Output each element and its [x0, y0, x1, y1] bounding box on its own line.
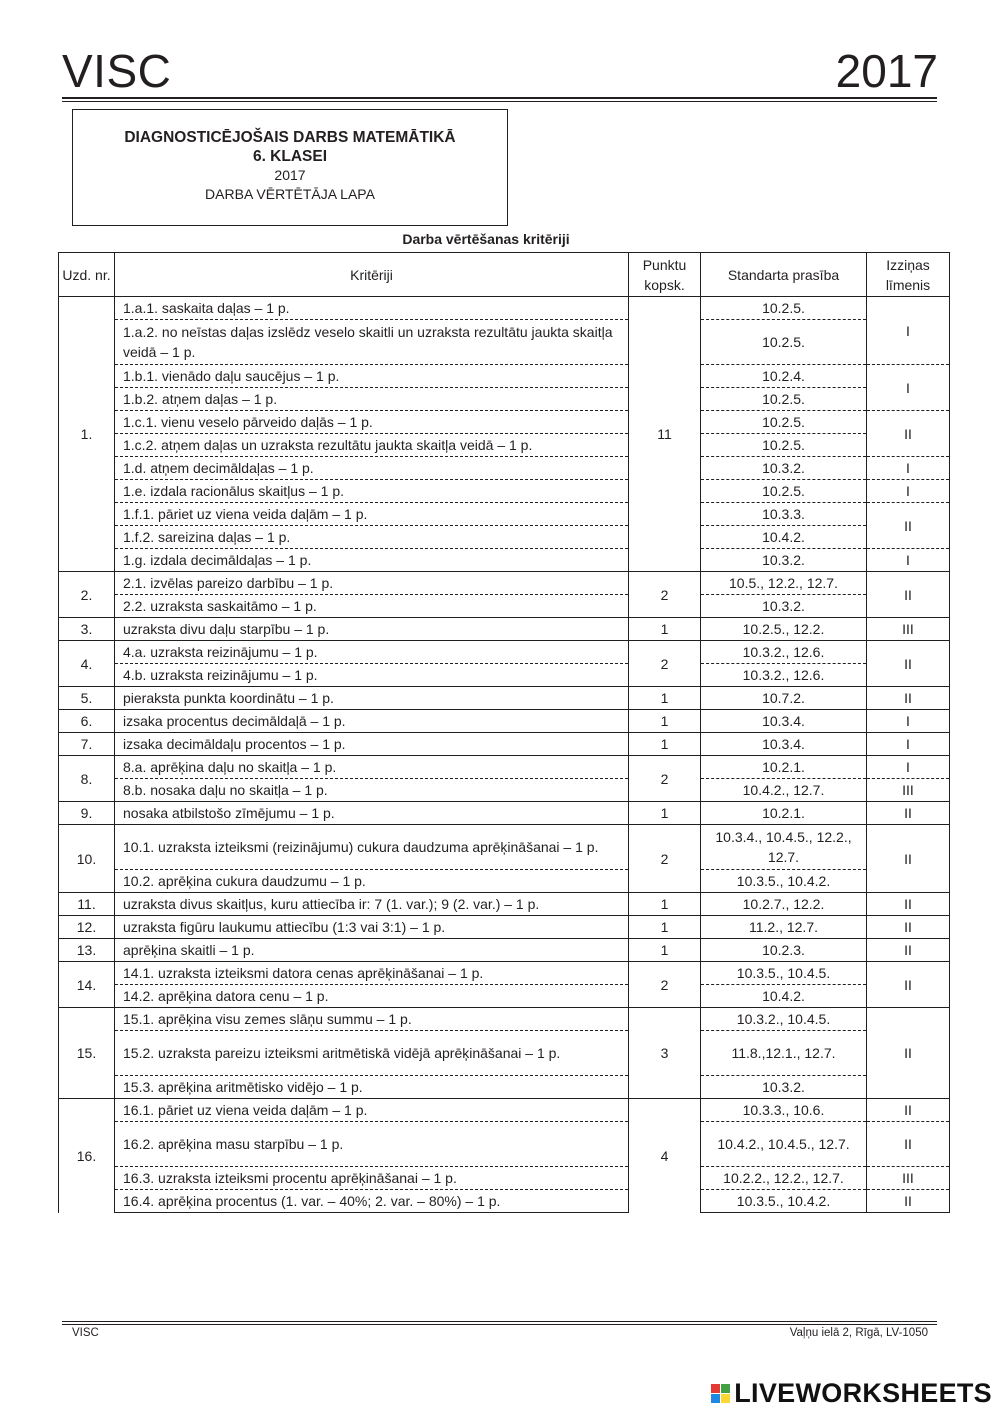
criterion-text: 1.c.1. vienu veselo pārveido daļās – 1 p. [115, 411, 629, 434]
table-row [59, 526, 950, 549]
standard-requirement: 10.3.5., 10.4.2. [701, 870, 867, 893]
footer-left: VISC [72, 1327, 99, 1339]
table-row [59, 962, 950, 985]
criterion-text: 15.2. uzraksta pareizu izteiksmi aritmētiskā vidējā aprēķināšanai – 1 p. [115, 1031, 629, 1076]
table-row [59, 733, 950, 756]
points-total: 2 [629, 756, 701, 802]
liveworksheets-logo [711, 1378, 992, 1409]
criterion-text: 1.e. izdala racionālus skaitļus – 1 p. [115, 480, 629, 503]
table-header-row [59, 253, 950, 297]
title-line-1: DIAGNOSTICĒJOŠAIS DARBS MATEMĀTIKĀ [124, 129, 456, 146]
table-row [59, 1190, 950, 1213]
cognitive-level: III [867, 779, 950, 802]
table-row [59, 1167, 950, 1190]
cognitive-level: II [867, 1099, 950, 1122]
criteria-table [58, 252, 950, 1213]
cognitive-level: II [867, 411, 950, 457]
task-number: 9. [59, 802, 115, 825]
cognitive-level: I [867, 457, 950, 480]
table-row [59, 297, 950, 320]
cognitive-level: III [867, 618, 950, 641]
title-line-4: DARBA VĒRTĒTĀJA LAPA [205, 186, 375, 202]
standard-requirement: 10.3.2. [701, 457, 867, 480]
task-number: 12. [59, 916, 115, 939]
table-row [59, 365, 950, 388]
cognitive-level: II [867, 802, 950, 825]
points-total: 1 [629, 939, 701, 962]
points-total: 1 [629, 687, 701, 710]
title-line-3: 2017 [274, 167, 306, 183]
criterion-text: 16.3. uzraksta izteiksmi procentu aprēķināšanai – 1 p. [115, 1167, 629, 1190]
col-header-points: Punktu kopsk. [629, 253, 701, 297]
points-total: 4 [629, 1099, 701, 1213]
criterion-text: 8.b. nosaka daļu no skaitļa – 1 p. [115, 779, 629, 802]
header-org: VISC [62, 45, 172, 97]
standard-requirement: 10.3.3., 10.6. [701, 1099, 867, 1122]
header-rule [62, 97, 937, 99]
table-row [59, 480, 950, 503]
task-number: 16. [59, 1099, 115, 1213]
header-year: 2017 [835, 45, 938, 97]
criterion-text: uzraksta divus skaitļus, kuru attiecība ir: 7 (1. var.); 9 (2. var.) – 1 p. [115, 893, 629, 916]
standard-requirement: 10.2.5. [701, 480, 867, 503]
table-caption: Darba vērtēšanas kritēriji [402, 231, 570, 247]
cognitive-level: II [867, 1122, 950, 1167]
cognitive-level: II [867, 939, 950, 962]
footer-right: Vaļņu ielā 2, Rīgā, LV-1050 [789, 1327, 928, 1339]
standard-requirement: 10.3.2., 10.4.5. [701, 1008, 867, 1031]
footer-rule-2 [62, 1324, 937, 1325]
table-row [59, 1122, 950, 1167]
task-number: 14. [59, 962, 115, 1008]
criterion-text: 8.a. aprēķina daļu no skaitļa – 1 p. [115, 756, 629, 779]
points-total: 2 [629, 825, 701, 893]
criterion-text: 1.b.2. atņem daļas – 1 p. [115, 388, 629, 411]
standard-requirement: 10.3.5., 10.4.2. [701, 1190, 867, 1213]
standard-requirement: 10.2.5. [701, 297, 867, 320]
criterion-text: 14.1. uzraksta izteiksmi datora cenas aprēķināšanai – 1 p. [115, 962, 629, 985]
col-header-nr: Uzd. nr. [59, 253, 115, 297]
cognitive-level: I [867, 549, 950, 572]
standard-requirement: 10.2.5. [701, 434, 867, 457]
cognitive-level: I [867, 365, 950, 411]
standard-requirement: 10.4.2. [701, 985, 867, 1008]
cognitive-level: II [867, 503, 950, 549]
criterion-text: 14.2. aprēķina datora cenu – 1 p. [115, 985, 629, 1008]
col-header-standard: Standarta prasība [701, 253, 867, 297]
cognitive-level: II [867, 825, 950, 893]
criterion-text: pieraksta punkta koordinātu – 1 p. [115, 687, 629, 710]
header-rule-thin [62, 101, 937, 102]
cognitive-level: I [867, 710, 950, 733]
points-total: 1 [629, 733, 701, 756]
task-number: 6. [59, 710, 115, 733]
cognitive-level: III [867, 1167, 950, 1190]
cognitive-level: II [867, 1190, 950, 1213]
task-number: 15. [59, 1008, 115, 1099]
points-total: 1 [629, 916, 701, 939]
table-row [59, 687, 950, 710]
criterion-text: 15.1. aprēķina visu zemes slāņu summu – 1 p. [115, 1008, 629, 1031]
criterion-text: 1.a.2. no neīstas daļas izslēdz veselo skaitli un uzraksta rezultātu jaukta skaitļa veidā – 1 p. [115, 320, 629, 365]
task-number: 8. [59, 756, 115, 802]
criterion-text: 16.2. aprēķina masu starpību – 1 p. [115, 1122, 629, 1167]
cognitive-level: I [867, 756, 950, 779]
standard-requirement: 10.5., 12.2., 12.7. [701, 572, 867, 595]
task-number: 13. [59, 939, 115, 962]
table-row [59, 549, 950, 572]
points-total: 1 [629, 802, 701, 825]
table-row [59, 825, 950, 870]
table-row [59, 411, 950, 434]
cognitive-level: II [867, 641, 950, 687]
criterion-text: uzraksta divu daļu starpību – 1 p. [115, 618, 629, 641]
points-total: 11 [629, 297, 701, 572]
task-number: 1. [59, 297, 115, 572]
points-total: 2 [629, 572, 701, 618]
table-row [59, 388, 950, 411]
cognitive-level: II [867, 893, 950, 916]
criterion-text: 1.g. izdala decimāldaļas – 1 p. [115, 549, 629, 572]
standard-requirement: 10.2.1. [701, 802, 867, 825]
criterion-text: 1.f.1. pāriet uz viena veida daļām – 1 p. [115, 503, 629, 526]
standard-requirement: 10.4.2., 12.7. [701, 779, 867, 802]
col-header-level: Izziņas līmenis [867, 253, 950, 297]
standard-requirement: 10.3.5., 10.4.5. [701, 962, 867, 985]
table-row [59, 802, 950, 825]
standard-requirement: 10.7.2. [701, 687, 867, 710]
criterion-text: 4.a. uzraksta reizinājumu – 1 p. [115, 641, 629, 664]
criterion-text: aprēķina skaitli – 1 p. [115, 939, 629, 962]
standard-requirement: 10.2.5. [701, 411, 867, 434]
standard-requirement: 10.2.5., 12.2. [701, 618, 867, 641]
standard-requirement: 10.2.2., 12.2., 12.7. [701, 1167, 867, 1190]
criteria-table-body [59, 297, 950, 1213]
col-header-criteria: Kritēriji [115, 253, 629, 297]
standard-requirement: 11.8.,12.1., 12.7. [701, 1031, 867, 1076]
table-row [59, 572, 950, 595]
standard-requirement: 11.2., 12.7. [701, 916, 867, 939]
points-total: 1 [629, 893, 701, 916]
standard-requirement: 10.3.2., 12.6. [701, 664, 867, 687]
table-row [59, 503, 950, 526]
points-total: 2 [629, 641, 701, 687]
cognitive-level: II [867, 916, 950, 939]
table-row [59, 641, 950, 664]
standard-requirement: 10.3.4. [701, 733, 867, 756]
table-row [59, 916, 950, 939]
title-box [72, 109, 508, 226]
cognitive-level: II [867, 1008, 950, 1099]
criterion-text: 16.4. aprēķina procentus (1. var. – 40%; 2. var. – 80%) – 1 p. [115, 1190, 629, 1213]
table-row [59, 870, 950, 893]
table-row [59, 320, 950, 365]
standard-requirement: 10.3.3. [701, 503, 867, 526]
standard-requirement: 10.3.2., 12.6. [701, 641, 867, 664]
criterion-text: 1.b.1. vienādo daļu saucējus – 1 p. [115, 365, 629, 388]
points-total: 1 [629, 710, 701, 733]
cognitive-level: I [867, 297, 950, 365]
standard-requirement: 10.2.7., 12.2. [701, 893, 867, 916]
footer-rule [62, 1321, 937, 1322]
table-row [59, 1031, 950, 1076]
task-number: 4. [59, 641, 115, 687]
table-row [59, 756, 950, 779]
standard-requirement: 10.4.2. [701, 526, 867, 549]
task-number: 10. [59, 825, 115, 893]
standard-requirement: 10.2.4. [701, 365, 867, 388]
criterion-text: 15.3. aprēķina aritmētisko vidējo – 1 p. [115, 1076, 629, 1099]
criterion-text: 10.1. uzraksta izteiksmi (reizinājumu) cukura daudzuma aprēķināšanai – 1 p. [115, 825, 629, 870]
criterion-text: 1.f.2. sareizina daļas – 1 p. [115, 526, 629, 549]
table-row [59, 1076, 950, 1099]
standard-requirement: 10.2.1. [701, 756, 867, 779]
table-row [59, 664, 950, 687]
points-total: 1 [629, 618, 701, 641]
standard-requirement: 10.2.5. [701, 388, 867, 411]
points-total: 3 [629, 1008, 701, 1099]
criterion-text: izsaka procentus decimāldaļā – 1 p. [115, 710, 629, 733]
standard-requirement: 10.3.2. [701, 595, 867, 618]
cognitive-level: I [867, 733, 950, 756]
liveworksheets-icon [711, 1384, 731, 1404]
table-row [59, 985, 950, 1008]
criterion-text: nosaka atbilstošo zīmējumu – 1 p. [115, 802, 629, 825]
standard-requirement: 10.3.4. [701, 710, 867, 733]
table-row [59, 893, 950, 916]
table-row [59, 779, 950, 802]
criterion-text: izsaka decimāldaļu procentos – 1 p. [115, 733, 629, 756]
criterion-text: 2.1. izvēlas pareizo darbību – 1 p. [115, 572, 629, 595]
criterion-text: 2.2. uzraksta saskaitāmo – 1 p. [115, 595, 629, 618]
standard-requirement: 10.3.2. [701, 549, 867, 572]
criterion-text: 16.1. pāriet uz viena veida daļām – 1 p. [115, 1099, 629, 1122]
cognitive-level: II [867, 687, 950, 710]
cognitive-level: II [867, 962, 950, 1008]
points-total: 2 [629, 962, 701, 1008]
task-number: 2. [59, 572, 115, 618]
standard-requirement: 10.3.2. [701, 1076, 867, 1099]
cognitive-level: I [867, 480, 950, 503]
table-row [59, 457, 950, 480]
standard-requirement: 10.2.5. [701, 320, 867, 365]
table-row [59, 710, 950, 733]
cognitive-level: II [867, 572, 950, 618]
criterion-text: 4.b. uzraksta reizinājumu – 1 p. [115, 664, 629, 687]
criterion-text: 1.d. atņem decimāldaļas – 1 p. [115, 457, 629, 480]
task-number: 3. [59, 618, 115, 641]
table-row [59, 595, 950, 618]
standard-requirement: 10.4.2., 10.4.5., 12.7. [701, 1122, 867, 1167]
criterion-text: uzraksta figūru laukumu attiecību (1:3 vai 3:1) – 1 p. [115, 916, 629, 939]
criterion-text: 1.a.1. saskaita daļas – 1 p. [115, 297, 629, 320]
table-row [59, 1099, 950, 1122]
task-number: 11. [59, 893, 115, 916]
table-row [59, 1008, 950, 1031]
title-line-2: 6. KLASEI [252, 148, 328, 165]
standard-requirement: 10.3.4., 10.4.5., 12.2., 12.7. [701, 825, 867, 870]
criterion-text: 10.2. aprēķina cukura daudzumu – 1 p. [115, 870, 629, 893]
table-row [59, 939, 950, 962]
standard-requirement: 10.2.3. [701, 939, 867, 962]
criterion-text: 1.c.2. atņem daļas un uzraksta rezultātu jaukta skaitļa veidā – 1 p. [115, 434, 629, 457]
task-number: 7. [59, 733, 115, 756]
task-number: 5. [59, 687, 115, 710]
table-row [59, 618, 950, 641]
table-row [59, 434, 950, 457]
liveworksheets-text: LIVEWORKSHEETS [734, 1378, 992, 1408]
